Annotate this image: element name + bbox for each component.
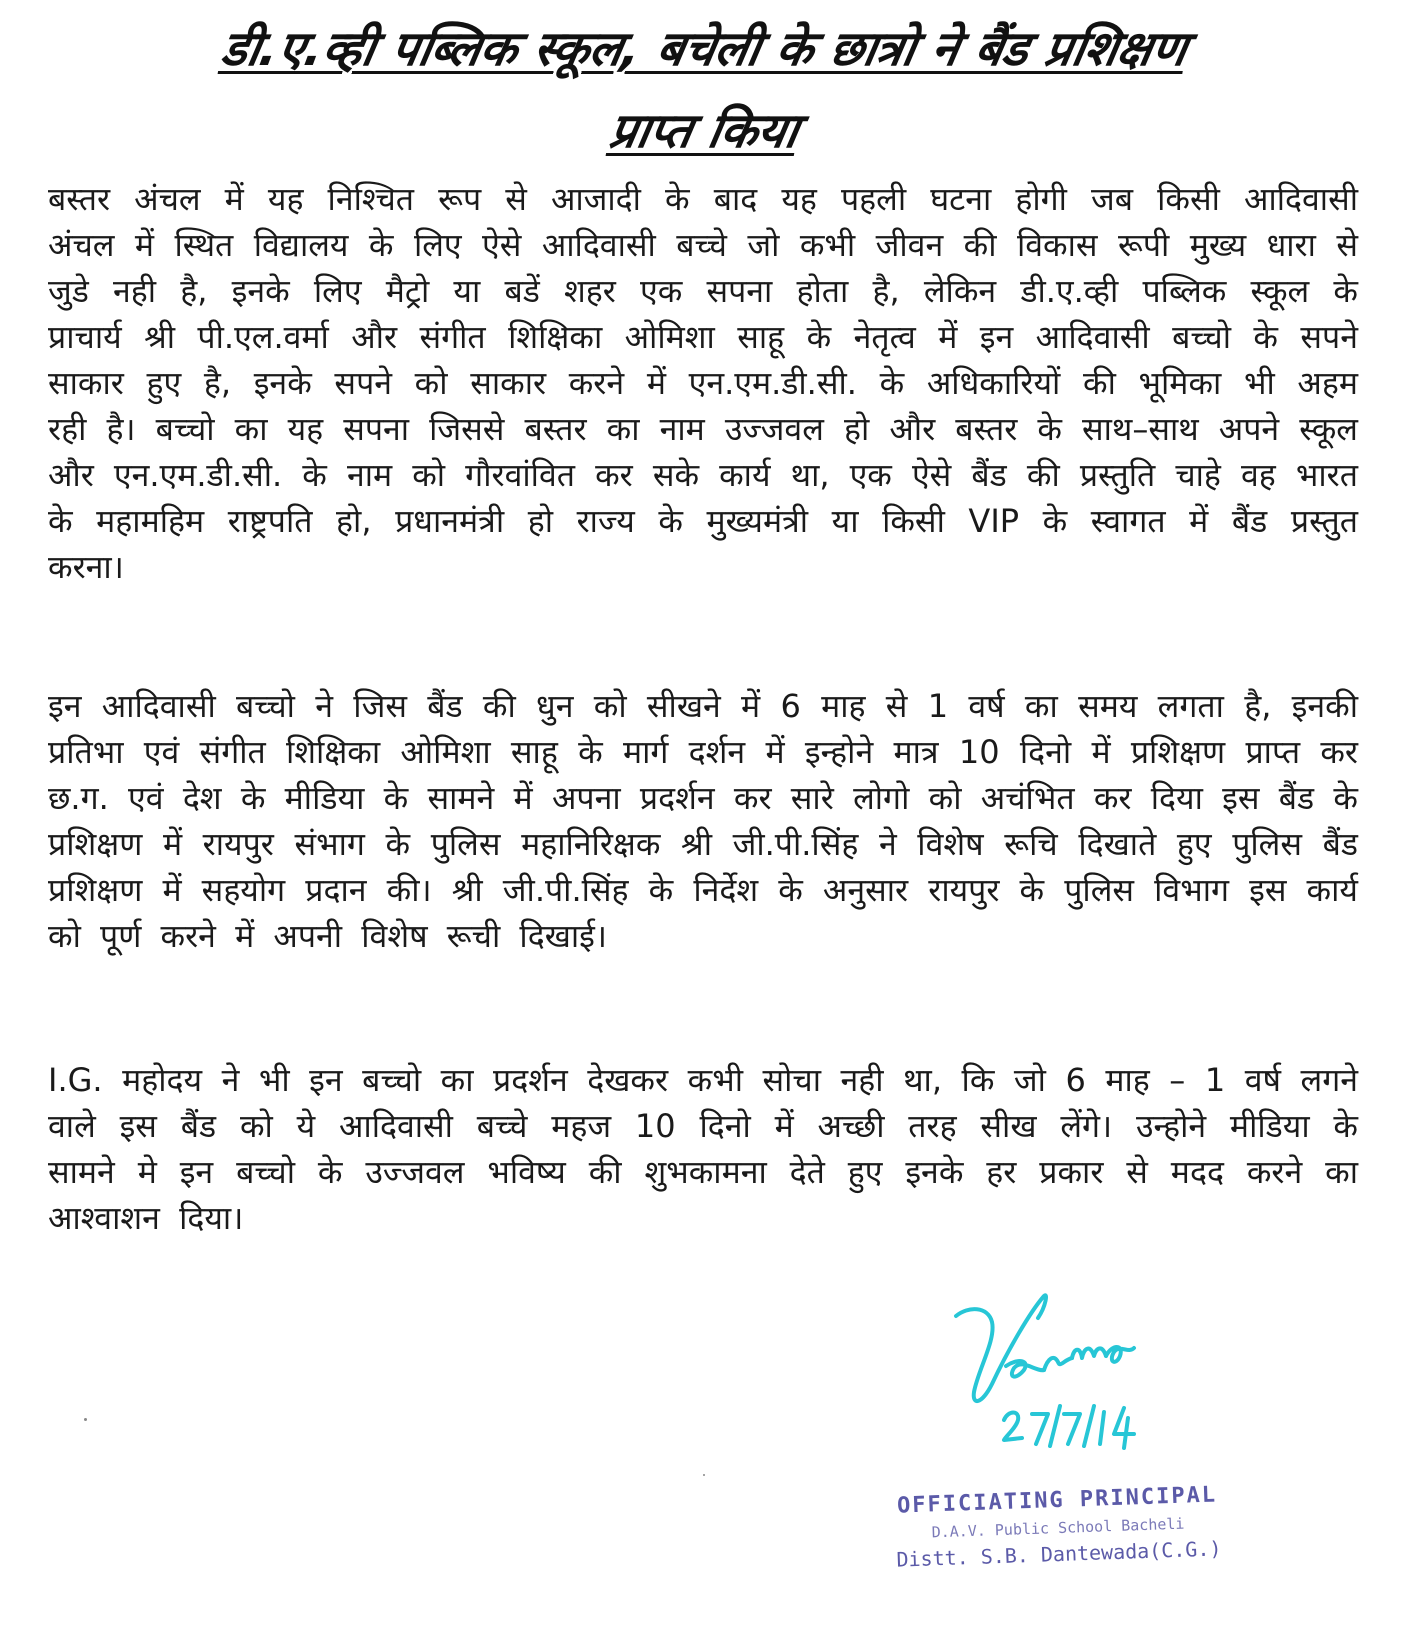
handwritten-signature (948, 1288, 1208, 1458)
title-line-1: डी.ए.व्ही पब्लिक स्कूल, बचेली के छात्रो ने बैंड प्रशिक्षण (216, 21, 1192, 77)
scan-speck (703, 1474, 705, 1476)
title-line-2: प्राप्त किया (604, 103, 804, 159)
stamp-title: OFFICIATING PRINCIPAL (896, 1482, 1218, 1519)
paragraph-1: बस्तर अंचल में यह निश्चित रूप से आजादी के बाद यह पहली घटना होगी जब किसी आदिवासी अंचल में स्थित विद्यालय के लिए ऐसे आदिवासी बच्चे जो कभी जीवन की विकास रूपी मुख्य धारा से जुडे नही है, इनके लिए मैट्रो या बडें शहर एक सपना होता है, लेकिन डी.ए.व्ही पब्लिक स्कूल के प्राचार्य श्री पी.एल.वर्मा और संगीत शिक्षिका ओमिशा साहू के नेतृत्व में इन आदिवासी बच्चो के सपने साकार हुए है, इनके सपने को साकार करने में एन.एम.डी.सी. के अधिकारियों की भूमिका भी अहम रही है। बच्चो का यह सपना जिससे बस्तर का नाम उज्जवल हो और बस्तर के साथ–साथ अपने स्कूल और एन.एम.डी.सी. के नाम को गौरवांवित कर सके कार्य था, एक ऐसे बैंड की प्रस्तुति चाहे वह भारत के महामहिम राष्ट्रपति हो, प्रधानमंत्री हो राज्य के मुख्यमंत्री या किसी VIP के स्वागत में बैंड प्रस्तुत करना। (48, 180, 1358, 586)
paragraph-2: इन आदिवासी बच्चो ने जिस बैंड की धुन को सीखने में 6 माह से 1 वर्ष का समय लगता है, इनकी प्रतिभा एवं संगीत शिक्षिका ओमिशा साहू के मार्ग दर्शन में इन्होने मात्र 10 दिनो में प्रशिक्षण प्राप्त कर छ.ग. एवं देश के मीडिया के सामने में अपना प्रदर्शन कर सारे लोगो को अचंभित कर दिया इस बैंड के प्रशिक्षण में रायपुर संभाग के पुलिस महानिरिक्षक श्री जी.पी.सिंह ने विशेष रूचि दिखाते हुए पुलिस बैंड प्रशिक्षण में सहयोग प्रदान की। श्री जी.पी.सिंह के निर्देश के अनुसार रायपुर के पुलिस विभाग इस कार्य को पूर्ण करने में अपनी विशेष रूची दिखाई। (48, 687, 1358, 955)
stamp-school: D.A.V. Public School Bacheli (931, 1514, 1185, 1542)
stamp-district: Distt. S.B. Dantewada(C.G.) (896, 1536, 1222, 1572)
document-title (60, 8, 1348, 172)
official-stamp (877, 1480, 1240, 1575)
scan-speck (84, 1418, 87, 1421)
paragraph-3: I.G. महोदय ने भी इन बच्चो का प्रदर्शन देखकर कभी सोचा नही था, कि जो 6 माह – 1 वर्ष लगने वाले इस बैंड को ये आदिवासी बच्चे महज 10 दिनो में अच्छी तरह सीख लेंगे। उन्होने मीडिया के सामने मे इन बच्चो के उज्जवल भविष्य की शुभकामना देते हुए इनके हर प्रकार से मदद करने का आश्वाशन दिया। (48, 1061, 1358, 1237)
